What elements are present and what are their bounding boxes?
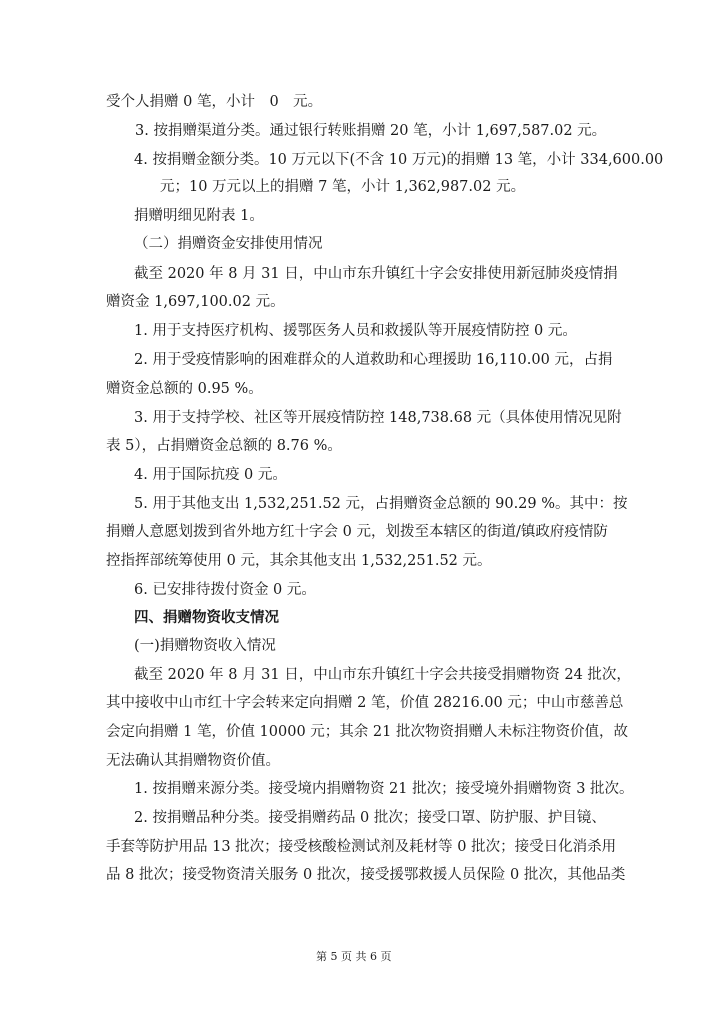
section-subheading: （二）捐赠资金安排使用情况 — [134, 236, 323, 252]
page-number-footer: 第 5 页 共 6 页 — [316, 950, 392, 963]
paragraph-line: 3. 用于支持学校、社区等开展疫情防控 148,738.68 元（具体使用情况见附 — [134, 410, 622, 426]
paragraph-line: 捐赠明细见附表 1。 — [134, 208, 264, 224]
paragraph-line: 6. 已安排待拨付资金 0 元。 — [134, 582, 316, 598]
paragraph-line: 4. 按捐赠金额分类。10 万元以下(不含 10 万元)的捐赠 13 笔，小计 334,600.00 — [134, 152, 664, 168]
paragraph-line: 1. 按捐赠来源分类。接受境内捐赠物资 21 批次；接受境外捐赠物资 3 批次。 — [134, 781, 634, 797]
paragraph-line: 手套等防护用品 13 批次；接受核酸检测试剂及耗材等 0 批次；接受日化消杀用 — [106, 839, 617, 855]
paragraph-line: 捐赠人意愿划拨到省外地方红十字会 0 元，划拨至本辖区的街道/镇政府疫情防 — [106, 524, 608, 540]
paragraph-line: 2. 用于受疫情影响的困难群众的人道救助和心理援助 16,110.00 元，占捐 — [134, 352, 613, 368]
paragraph-line: 元；10 万元以上的捐赠 7 笔，小计 1,362,987.02 元。 — [160, 179, 526, 195]
paragraph-line: 赠资金 1,697,100.02 元。 — [106, 294, 285, 310]
paragraph-line: 截至 2020 年 8 月 31 日，中山市东升镇红十字会安排使用新冠肺炎疫情捐 — [134, 266, 618, 282]
paragraph-line: 无法确认其捐赠物资价值。 — [106, 753, 280, 769]
paragraph-line: 截至 2020 年 8 月 31 日，中山市东升镇红十字会共接受捐赠物资 24 批次， — [134, 667, 631, 683]
paragraph-line: 其中接收中山市红十字会转来定向捐赠 2 笔，价值 28216.00 元；中山市慈善总 — [106, 695, 624, 711]
section-subheading: (一)捐赠物资收入情况 — [134, 638, 276, 654]
section-heading: 四、捐赠物资收支情况 — [134, 609, 279, 626]
paragraph-line: 控指挥部统筹使用 0 元，其余其他支出 1,532,251.52 元。 — [106, 553, 492, 569]
paragraph-line: 3. 按捐赠渠道分类。通过银行转账捐赠 20 笔，小计 1,697,587.02 元。 — [135, 123, 607, 139]
paragraph-line: 品 8 批次；接受物资清关服务 0 批次，接受援鄂救援人员保险 0 批次，其他品类 — [106, 867, 626, 883]
paragraph-line: 会定向捐赠 1 笔，价值 10000 元；其余 21 批次物资捐赠人未标注物资价值，故 — [106, 724, 628, 740]
paragraph-line: 5. 用于其他支出 1,532,251.52 元，占捐赠资金总额的 90.29 %。其中：按 — [134, 496, 628, 512]
paragraph-line: 受个人捐赠 0 笔，小计 0 元。 — [106, 94, 323, 110]
paragraph-line: 2. 按捐赠品种分类。接受捐赠药品 0 批次；接受口罩、防护服、护目镜、 — [134, 810, 606, 826]
paragraph-line: 表 5），占捐赠资金总额的 8.76 %。 — [106, 438, 342, 454]
paragraph-line: 赠资金总额的 0.95 %。 — [106, 381, 263, 397]
paragraph-line: 1. 用于支持医疗机构、援鄂医务人员和救援队等开展疫情防控 0 元。 — [134, 323, 577, 339]
paragraph-line: 4. 用于国际抗疫 0 元。 — [134, 467, 287, 483]
